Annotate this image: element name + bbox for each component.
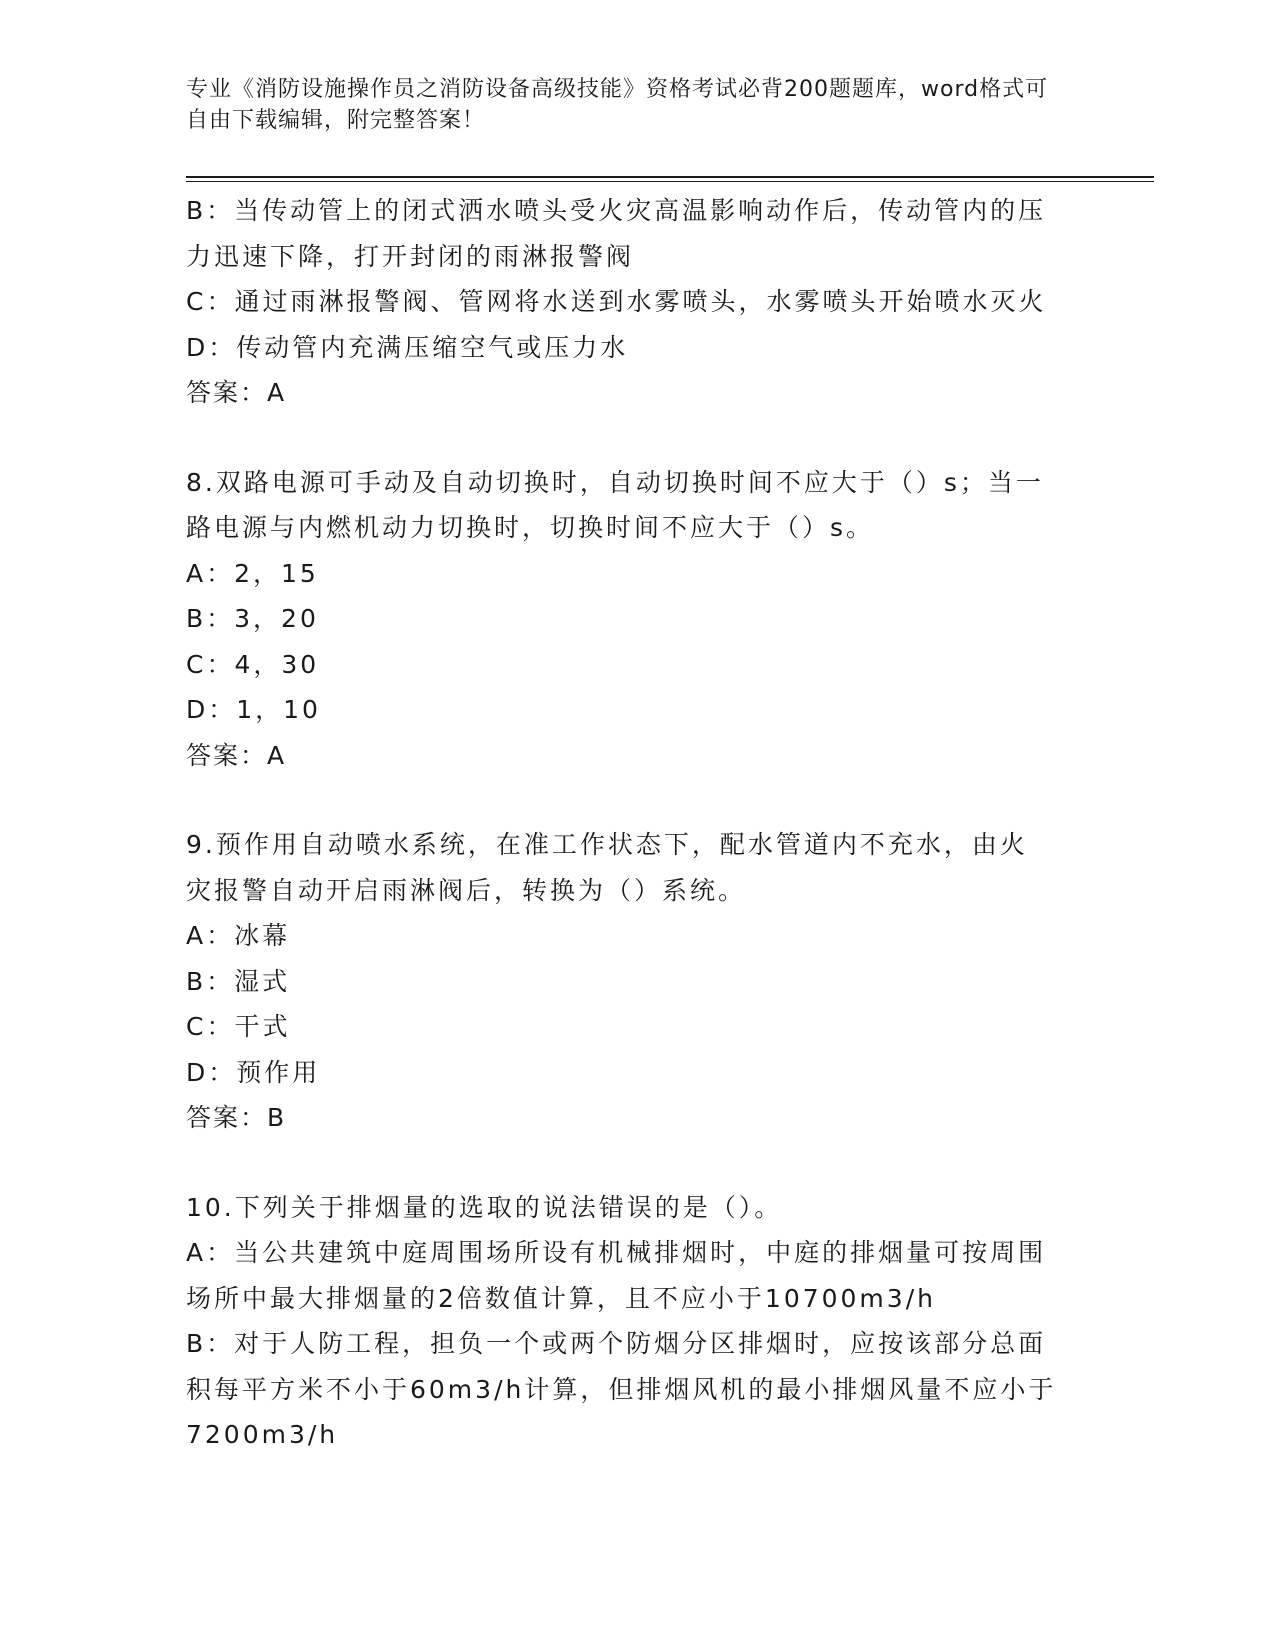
question-stem: 灾报警自动开启雨淋阀后，转换为（）系统。 [186, 875, 747, 905]
question-content [186, 188, 1076, 1502]
option-c: C：4，30 [186, 649, 320, 679]
answer-line: 答案：A [186, 378, 287, 407]
document-header: 专业《消防设施操作员之消防设备高级技能》资格考试必背200题题库，word格式可自由下载编辑，附完整答案！ [186, 77, 1049, 133]
question-block-9 [186, 822, 1076, 1141]
question-block-7 [186, 188, 1076, 416]
option-c: C：干式 [186, 1012, 291, 1041]
question-block-10 [186, 1185, 1076, 1458]
option-b: B：对于人防工程，担负一个或两个防烟分区排烟时，应按该部分总面 [186, 1329, 1047, 1358]
option-b-continued: 积每平方米不小于60m3/h计算，但排烟风机的最小排烟风量不应小于 [186, 1374, 1057, 1404]
question-block-8 [186, 460, 1076, 779]
option-d: D：预作用 [186, 1057, 321, 1087]
question-stem: 8.双路电源可手动及自动切换时，自动切换时间不应大于（）s；当一 [186, 467, 1044, 497]
answer-line: 答案：A [186, 740, 287, 770]
question-line: 力迅速下降，打开封闭的雨淋报警阀 [186, 241, 635, 271]
question-stem: 9.预作用自动喷水系统，在准工作状态下，配水管道内不充水，由火 [186, 830, 1028, 859]
option-a: A：冰幕 [186, 921, 291, 950]
option-d: D：传动管内充满压缩空气或压力水 [186, 332, 629, 362]
option-c: C：通过雨淋报警阀、管网将水送到水雾喷头，水雾喷头开始喷水灭火 [186, 287, 1047, 316]
option-a: A：当公共建筑中庭周围场所设有机械排烟时，中庭的排烟量可按周围 [186, 1238, 1047, 1267]
option-b: B：3，20 [186, 604, 319, 633]
option-b-continued: 7200m3/h [186, 1420, 339, 1449]
question-stem: 10.下列关于排烟量的选取的说法错误的是（）。 [186, 1192, 783, 1222]
question-line: B：当传动管上的闭式洒水喷头受火灾高温影响动作后，传动管内的压 [186, 196, 1047, 225]
header-rule-thin [186, 181, 1154, 182]
question-stem: 路电源与内燃机动力切换时，切换时间不应大于（）s。 [186, 513, 875, 542]
header-rule-thick [186, 176, 1154, 178]
option-a: A：2，15 [186, 558, 319, 588]
option-b: B：湿式 [186, 966, 291, 996]
option-d: D：1，10 [186, 695, 321, 724]
option-a-continued: 场所中最大排烟量的2倍数值计算，且不应小于10700m3/h [186, 1283, 936, 1313]
answer-line: 答案：B [186, 1103, 287, 1132]
